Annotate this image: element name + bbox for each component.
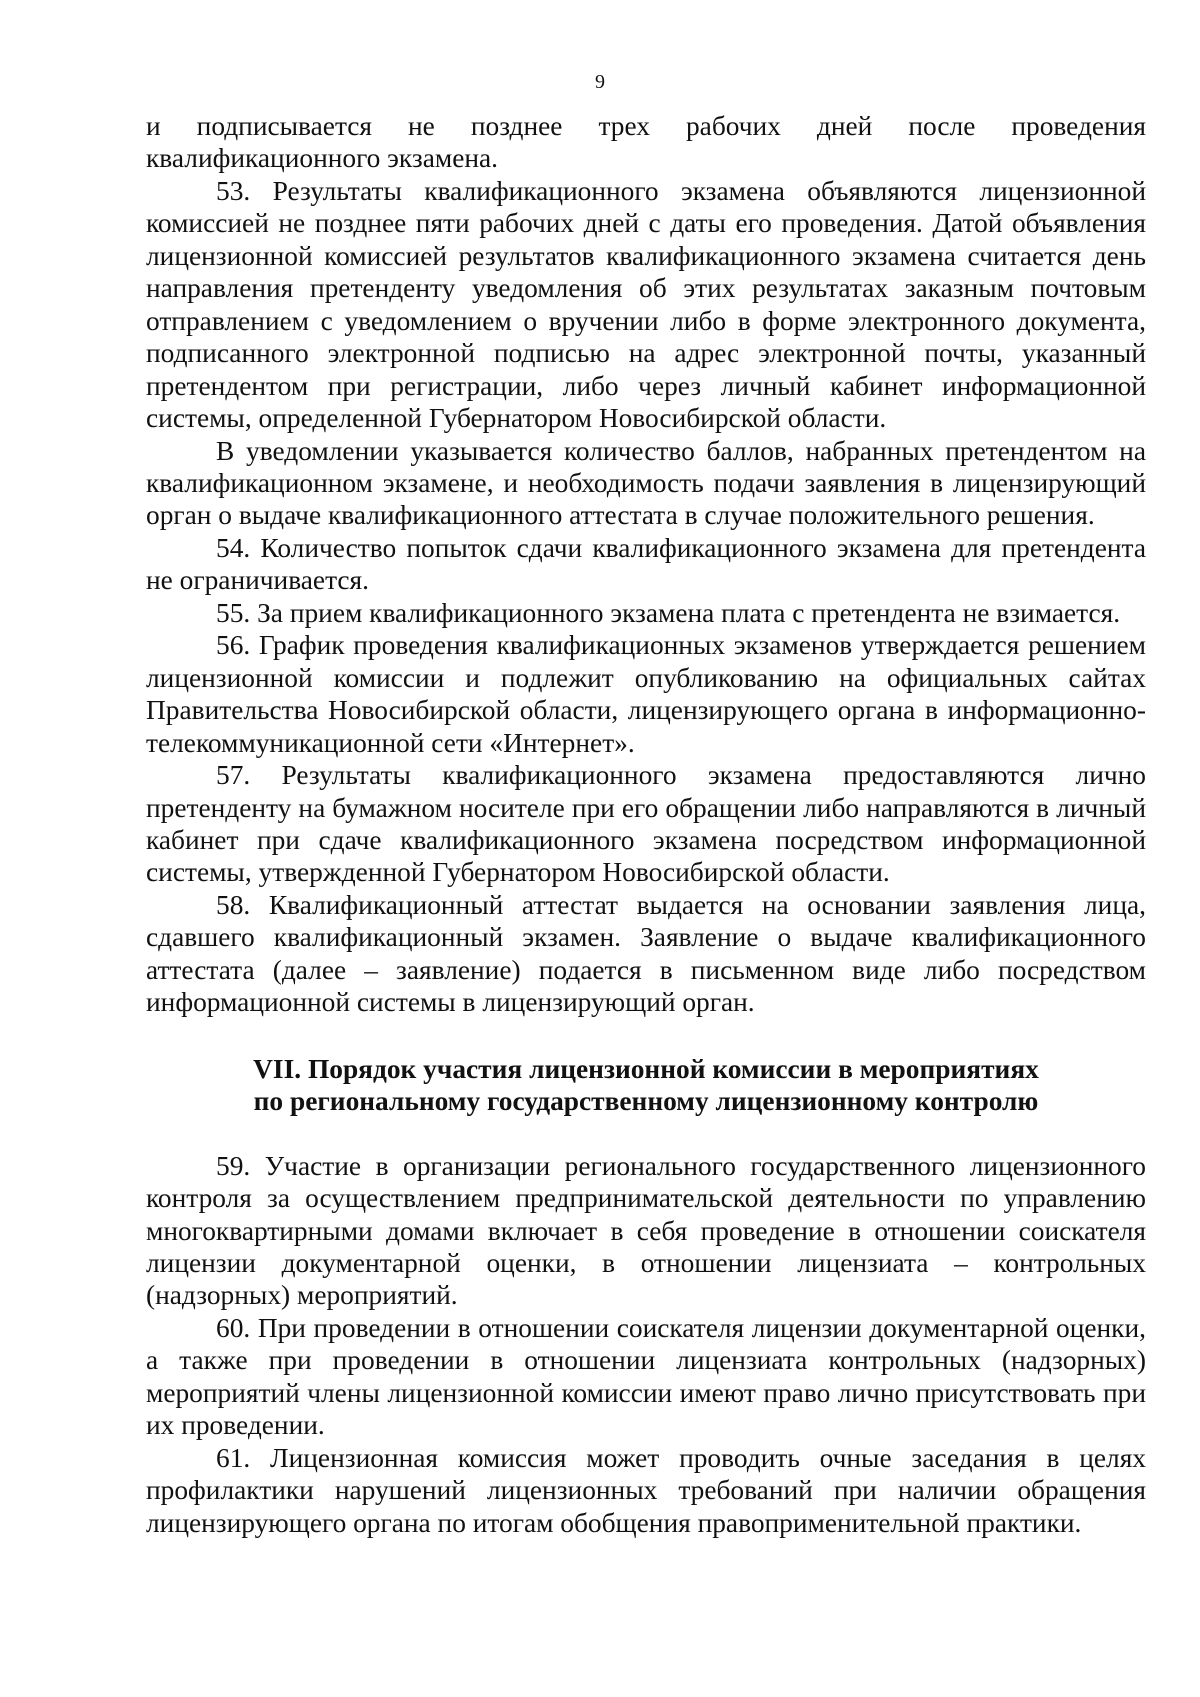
paragraph-60: 60. При проведении в отношении соискателя лицензии документарной оценки, а также при проведении в отношении лицензиата контрольных (надзорных) мероприятий члены лицензионной комиссии имеют право лично присутствовать при их проведении. [146, 1312, 1146, 1441]
section-heading-line-2: по региональному государственному лицензионному контролю [253, 1086, 1039, 1117]
paragraph-61: 61. Лицензионная комиссия может проводить очные заседания в целях профилактики нарушений лицензионных требований при наличии обращения лицензирующего органа по итогам обобщения правоприменительной практики. [146, 1442, 1146, 1538]
paragraph-53: 53. Результаты квалификационного экзамена объявляются лицензионной комиссией не позднее пяти рабочих дней с даты его проведения. Датой объявления лицензионной комиссией результатов квалификационного экзамена считается день направления претенденту уведомления об этих результатах заказным почтовым отправлением с уведомлением о вручении либо в форме электронного документа, подписанного электронной подписью на адрес электронной почты, указанный претендентом при регистрации, либо через личный кабинет информационной системы, определенной Губернатором Новосибирской области. [146, 175, 1146, 434]
paragraph-54: 54. Количество попыток сдачи квалификационного экзамена для претендента не ограничивается. [146, 532, 1146, 596]
paragraph-58: 58. Квалификационный аттестат выдается на основании заявления лица, сдавшего квалификационный экзамен. Заявление о выдаче квалификационного аттестата (далее – заявление) подается в письменном виде либо посредством информационной системы в лицензирующий орган. [146, 889, 1146, 1018]
paragraph-53-notice: В уведомлении указывается количество баллов, набранных претендентом на квалификационном экзамене, и необходимость подачи заявления в лицензирующий орган о выдаче квалификационного аттестата в случае положительного решения. [146, 435, 1146, 531]
document-body [146, 110, 1146, 1539]
paragraph-55: 55. За прием квалификационного экзамена плата с претендента не взимается. [216, 597, 1121, 628]
section-heading [146, 1053, 1146, 1118]
section-heading-line-1: VII. Порядок участия лицензионной комиссии в мероприятиях [253, 1053, 1039, 1084]
paragraph-59: 59. Участие в организации регионального государственного лицензионного контроля за осуществлением предпринимательской деятельности по управлению многоквартирными домами включает в себя проведение в отношении соискателя лицензии документарной оценки, в отношении лицензиата – контрольных (надзорных) мероприятий. [146, 1150, 1146, 1311]
paragraph-56: 56. График проведения квалификационных экзаменов утверждается решением лицензионной комиссии и подлежит опубликованию на официальных сайтах Правительства Новосибирской области, лицензирующего органа в информационно-телекоммуникационной сети «Интернет». [146, 630, 1146, 758]
page-number: 9 [595, 71, 605, 93]
paragraph-57: 57. Результаты квалификационного экзамена предоставляются лично претенденту на бумажном носителе при его обращении либо направляются в личный кабинет при сдаче квалификационного экзамена посредством информационной системы, утвержденной Губернатором Новосибирской области. [146, 760, 1146, 888]
paragraph-continuation: и подписывается не позднее трех рабочих дней после проведения квалификационного экзамена. [146, 111, 1146, 174]
